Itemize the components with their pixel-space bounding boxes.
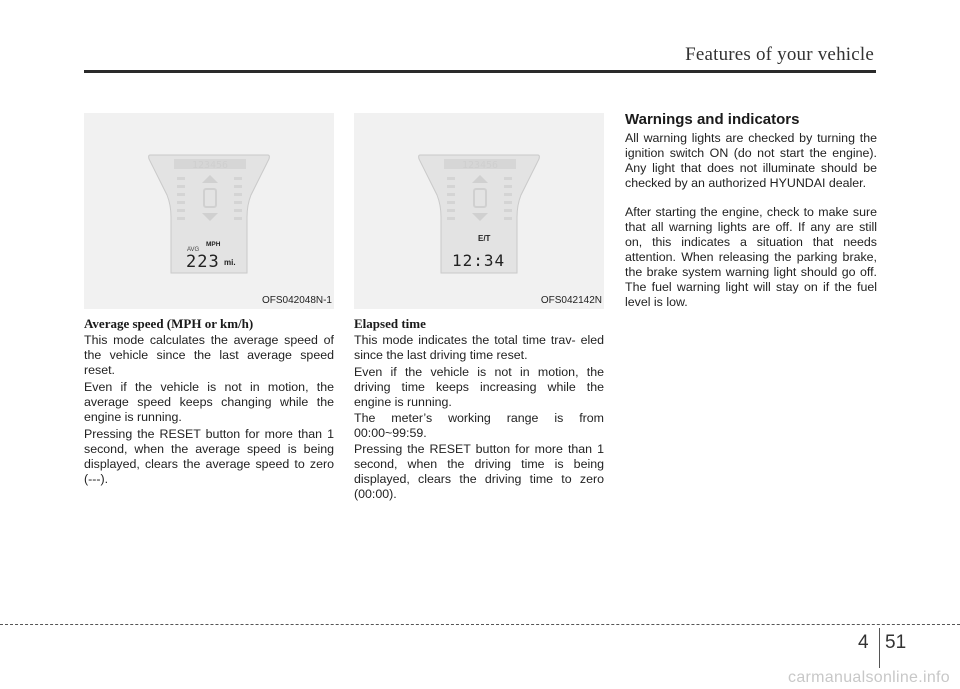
paragraph: Pressing the RESET button for more than 1 second, when the driving time is being displayed, clears the driving time to zero (00:00). [354, 442, 604, 501]
display-digits-avg: 223 [186, 252, 220, 272]
svg-text:123456: 123456 [191, 160, 229, 171]
figure-average-speed [84, 113, 334, 309]
figure-elapsed-time [354, 113, 604, 309]
cluster-display-avg [84, 113, 334, 309]
cluster-display-et [354, 113, 604, 309]
display-unit-mi: mi. [224, 258, 236, 267]
paragraph: The meter’s working range is from 00:00~99:59. [354, 411, 604, 440]
display-digits-et: 12:34 [452, 251, 506, 270]
page-header-title: Features of your vehicle [685, 44, 874, 65]
watermark: carmanualsonline.info [788, 669, 950, 686]
heading-elapsed-time: Elapsed time [354, 316, 426, 331]
paragraph: After starting the engine, check to make sure that all warning lights are off. If any are still on, this indicates a situation that needs attention. When releasing the parking brake, the brake system warning light should go off. The fuel warning light will stay on if the fuel level is low. [625, 205, 877, 309]
header-rule [84, 70, 876, 73]
figure-code: OFS042048N-1 [261, 295, 332, 306]
paragraph: Even if the vehicle is not in motion, the average speed keeps changing while the engine is running. [84, 380, 334, 424]
figure-code: OFS042142N [540, 295, 602, 306]
chapter-number: 4 [858, 632, 869, 653]
paragraph: Pressing the RESET button for more than 1 second, when the average speed is being displayed, clears the average speed to zero (---). [84, 427, 334, 486]
footer-rule [0, 624, 960, 625]
display-unit-mph: MPH [206, 241, 221, 248]
heading-warnings-indicators: Warnings and indicators [625, 111, 800, 128]
heading-average-speed: Average speed (MPH or km/h) [84, 316, 254, 331]
page-number-divider [879, 628, 880, 668]
page-number: 51 [885, 632, 907, 653]
paragraph: This mode calculates the average speed of the vehicle since the last average speed reset. [84, 333, 334, 377]
display-label-et: E/T [478, 234, 491, 243]
svg-text:123456: 123456 [461, 160, 499, 171]
paragraph: Even if the vehicle is not in motion, the driving time keeps increasing while the engine is running. [354, 365, 604, 409]
paragraph: This mode indicates the total time trav- eled since the last driving time reset. [354, 333, 604, 362]
display-label-avg: AVG [187, 247, 200, 253]
paragraph: All warning lights are checked by turning the ignition switch ON (do not start the engine). Any light that does not illuminate should be checked by an authorized HYUNDAI dealer. [625, 131, 877, 190]
